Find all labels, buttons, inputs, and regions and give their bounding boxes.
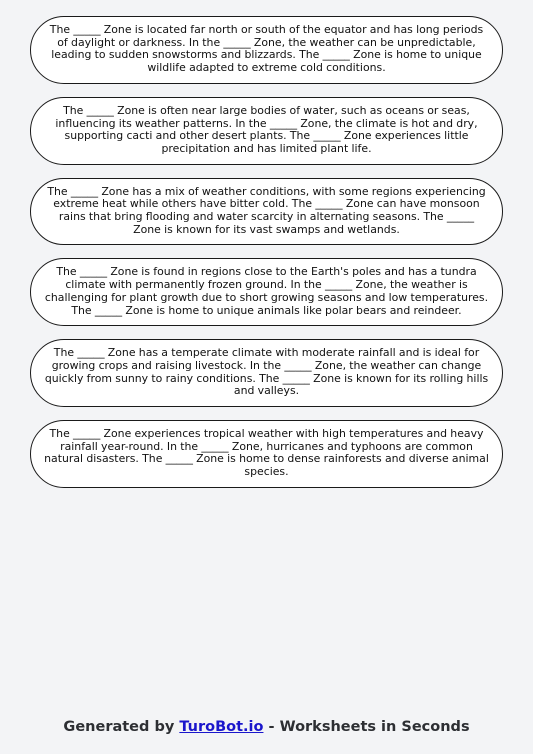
passage-box-3: The _____ Zone has a mix of weather conditions, with some regions experiencing extreme heat while others have bitter cold. The _____ Zone can have monsoon rains that bring flooding and water scarcity in alternating seasons. The _____ Zone is known for its vast swamps and wetlands. bbox=[30, 178, 503, 246]
passage-box-4: The _____ Zone is found in regions close to the Earth's poles and has a tundra climate with permanently frozen ground. In the _____ Zone, the weather is challenging for plant growth due to short growing seasons and low temperatures. The _____ Zone is home to unique animals like polar bears and reindeer. bbox=[30, 258, 503, 326]
worksheet bbox=[30, 16, 503, 501]
footer bbox=[0, 719, 533, 735]
footer-prefix: Generated by bbox=[63, 719, 175, 735]
footer-suffix: - Worksheets in Seconds bbox=[268, 719, 470, 735]
passage-box-6: The _____ Zone experiences tropical weather with high temperatures and heavy rainfall year-round. In the _____ Zone, hurricanes and typhoons are common natural disasters. The _____ Zone is home to dense rainforests and diverse animal species. bbox=[30, 420, 503, 488]
passage-box-1: The _____ Zone is located far north or south of the equator and has long periods of daylight or darkness. In the _____ Zone, the weather can be unpredictable, leading to sudden snowstorms and blizzards. The _____ Zone is home to unique wildlife adapted to extreme cold conditions. bbox=[30, 16, 503, 84]
passage-box-2: The _____ Zone is often near large bodies of water, such as oceans or seas, influencing its weather patterns. In the _____ Zone, the climate is hot and dry, supporting cacti and other desert plants. The _____ Zone experiences little precipitation and has limited plant life. bbox=[30, 97, 503, 165]
passage-box-5: The _____ Zone has a temperate climate with moderate rainfall and is ideal for growing crops and raising livestock. In the _____ Zone, the weather can change quickly from sunny to rainy conditions. The _____ Zone is known for its rolling hills and valleys. bbox=[30, 339, 503, 407]
turobot-link[interactable]: TuroBot.io bbox=[179, 719, 264, 735]
